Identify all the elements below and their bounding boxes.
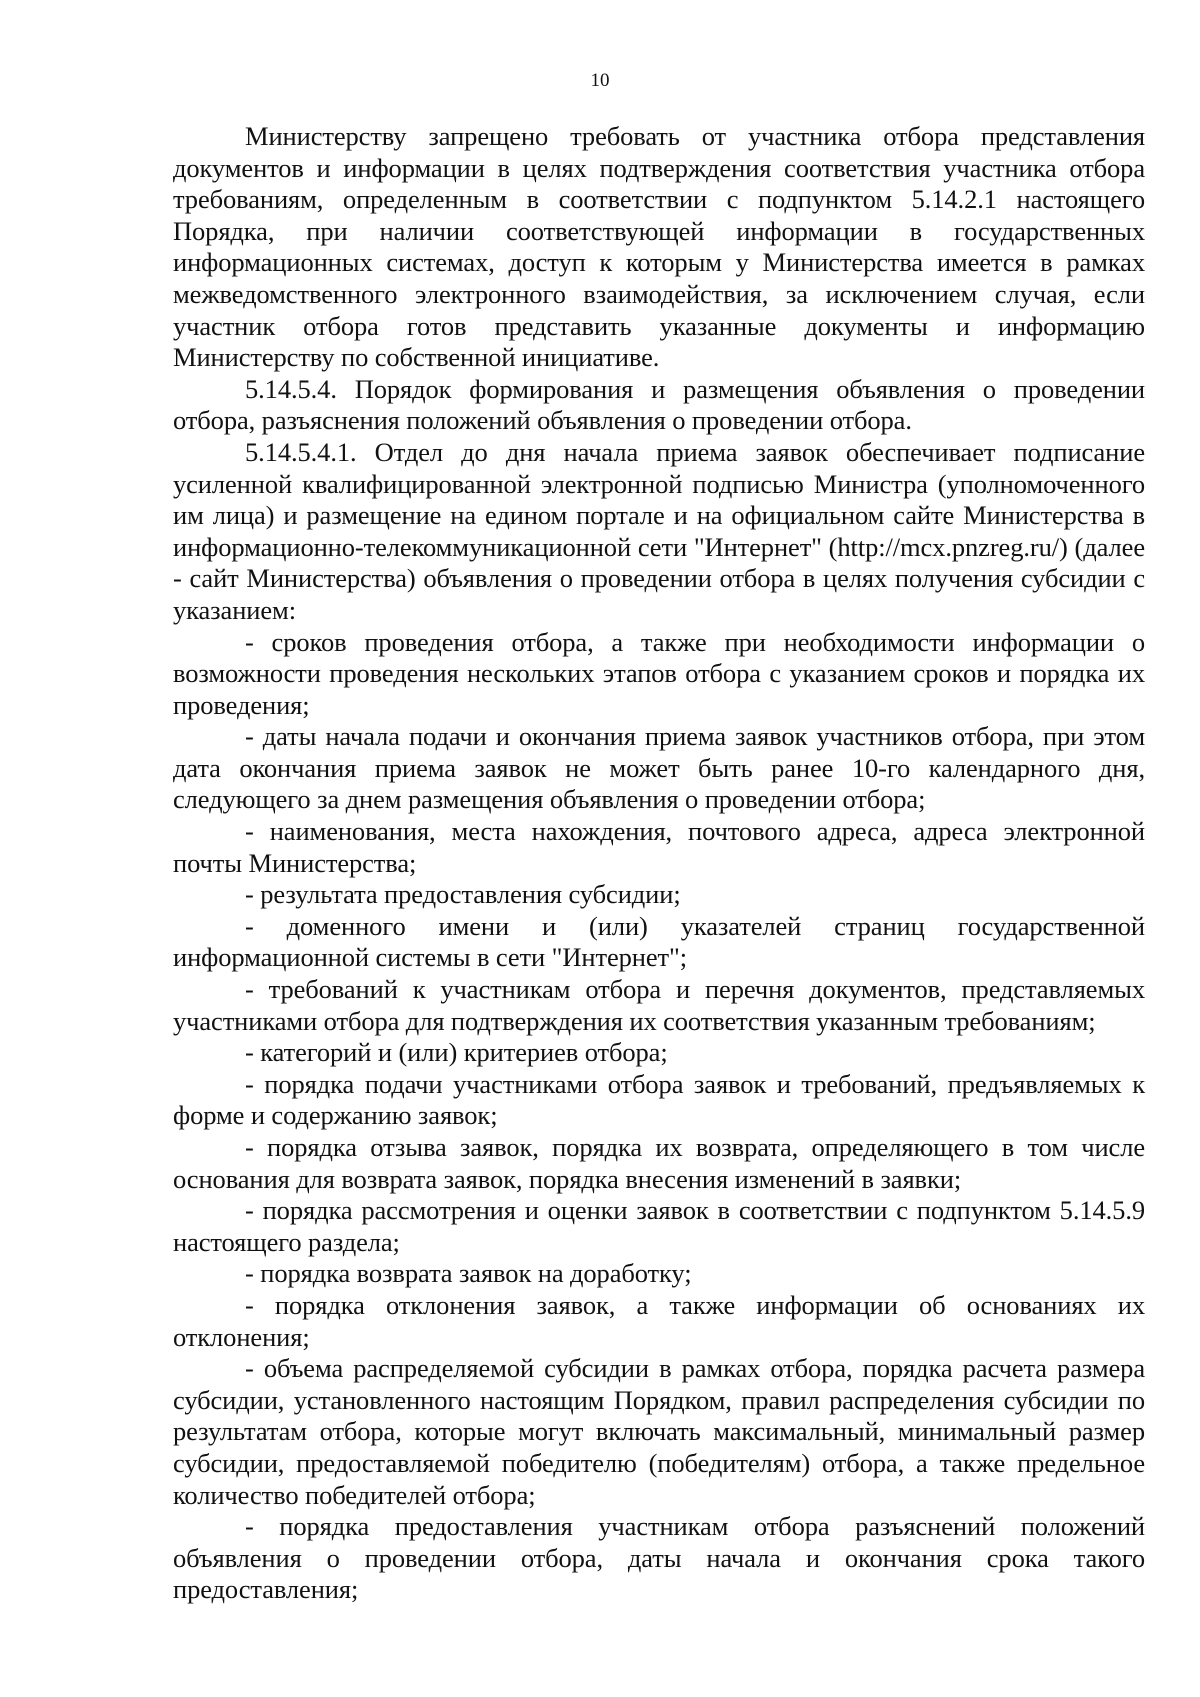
list-item-selection-terms: - сроков проведения отбора, а также при необходимости информации о возможности проведения нескольких этапов отбора с указанием сроков и порядка их проведения;: [173, 626, 1145, 720]
paragraph-ministry-prohibition: Министерству запрещено требовать от участника отбора представления документов и информации в целях подтверждения соответствия участника отбора требованиям, определенным в соответствии с подпунктом 5.14.2.1 настоящего Порядка, при наличии соответствующей информации в государственных информационных системах, доступ к которым у Министерства имеется в рамках межведомственного электронного взаимодействия, за исключением случая, если участник отбора готов представить указанные документы и информацию Министерству по собственной инициативе.: [173, 121, 1145, 373]
list-item-domain-name: - доменного имени и (или) указателей страниц государственной информационной системы в сети "Интернет";: [173, 910, 1145, 973]
list-item-participant-requirements: - требований к участникам отбора и перечня документов, представляемых участниками отбора для подтверждения их соответствия указанным требованиям;: [173, 974, 1145, 1036]
list-item-return-for-revision: - порядка возврата заявок на доработку;: [245, 1258, 692, 1289]
list-item-submission-procedure: - порядка подачи участниками отбора заявок и требований, предъявляемых к форме и содержанию заявок;: [173, 1068, 1145, 1131]
paragraph-5-14-5-4: 5.14.5.4. Порядок формирования и размещения объявления о проведении отбора, разъяснения положений объявления о проведении отбора.: [173, 373, 1145, 436]
list-item-clarification-procedure: - порядка предоставления участникам отбора разъяснений положений объявления о проведении отбора, даты начала и окончания срока такого предоставления;: [173, 1511, 1145, 1605]
paragraph-5-14-5-4-1: 5.14.5.4.1. Отдел до дня начала приема заявок обеспечивает подписание усиленной квалифицированной электронной подписью Министра (уполномоченного им лица) и размещение на едином портале и на официальном сайте Министерства в информационно-телекоммуникационной сети "Интернет" (http://mcx.pnzreg.ru/) (далее - сайт Министерства) объявления о проведении отбора в целях получения субсидии с указанием:: [173, 436, 1145, 625]
list-item-withdrawal-procedure: - порядка отзыва заявок, порядка их возврата, определяющего в том числе основания для возврата заявок, порядка внесения изменений в заявки;: [173, 1132, 1145, 1194]
list-item-subsidy-result: - результата предоставления субсидии;: [245, 879, 681, 910]
list-item-ministry-contacts: - наименования, места нахождения, почтового адреса, адреса электронной почты Министерства;: [173, 816, 1145, 878]
list-item-review-procedure: - порядка рассмотрения и оценки заявок в соответствии с подпунктом 5.14.5.9 настоящего раздела;: [173, 1195, 1145, 1257]
document-body: [173, 121, 1145, 1606]
list-item-subsidy-volume: - объема распределяемой субсидии в рамках отбора, порядка расчета размера субсидии, установленного настоящим Порядком, правил распределения субсидии по результатам отбора, которые могут включать максимальный, минимальный размер субсидии, предоставляемой победителю (победителям) отбора, а также предельное количество победителей отбора;: [173, 1353, 1145, 1510]
page-number: 10: [590, 70, 610, 91]
list-item-application-dates: - даты начала подачи и окончания приема заявок участников отбора, при этом дата окончания приема заявок не может быть ранее 10-го календарного дня, следующего за днем размещения объявления о проведении отбора;: [173, 721, 1145, 815]
list-item-selection-criteria: - категорий и (или) критериев отбора;: [245, 1037, 668, 1068]
list-item-rejection-procedure: - порядка отклонения заявок, а также информации об основаниях их отклонения;: [173, 1289, 1145, 1352]
